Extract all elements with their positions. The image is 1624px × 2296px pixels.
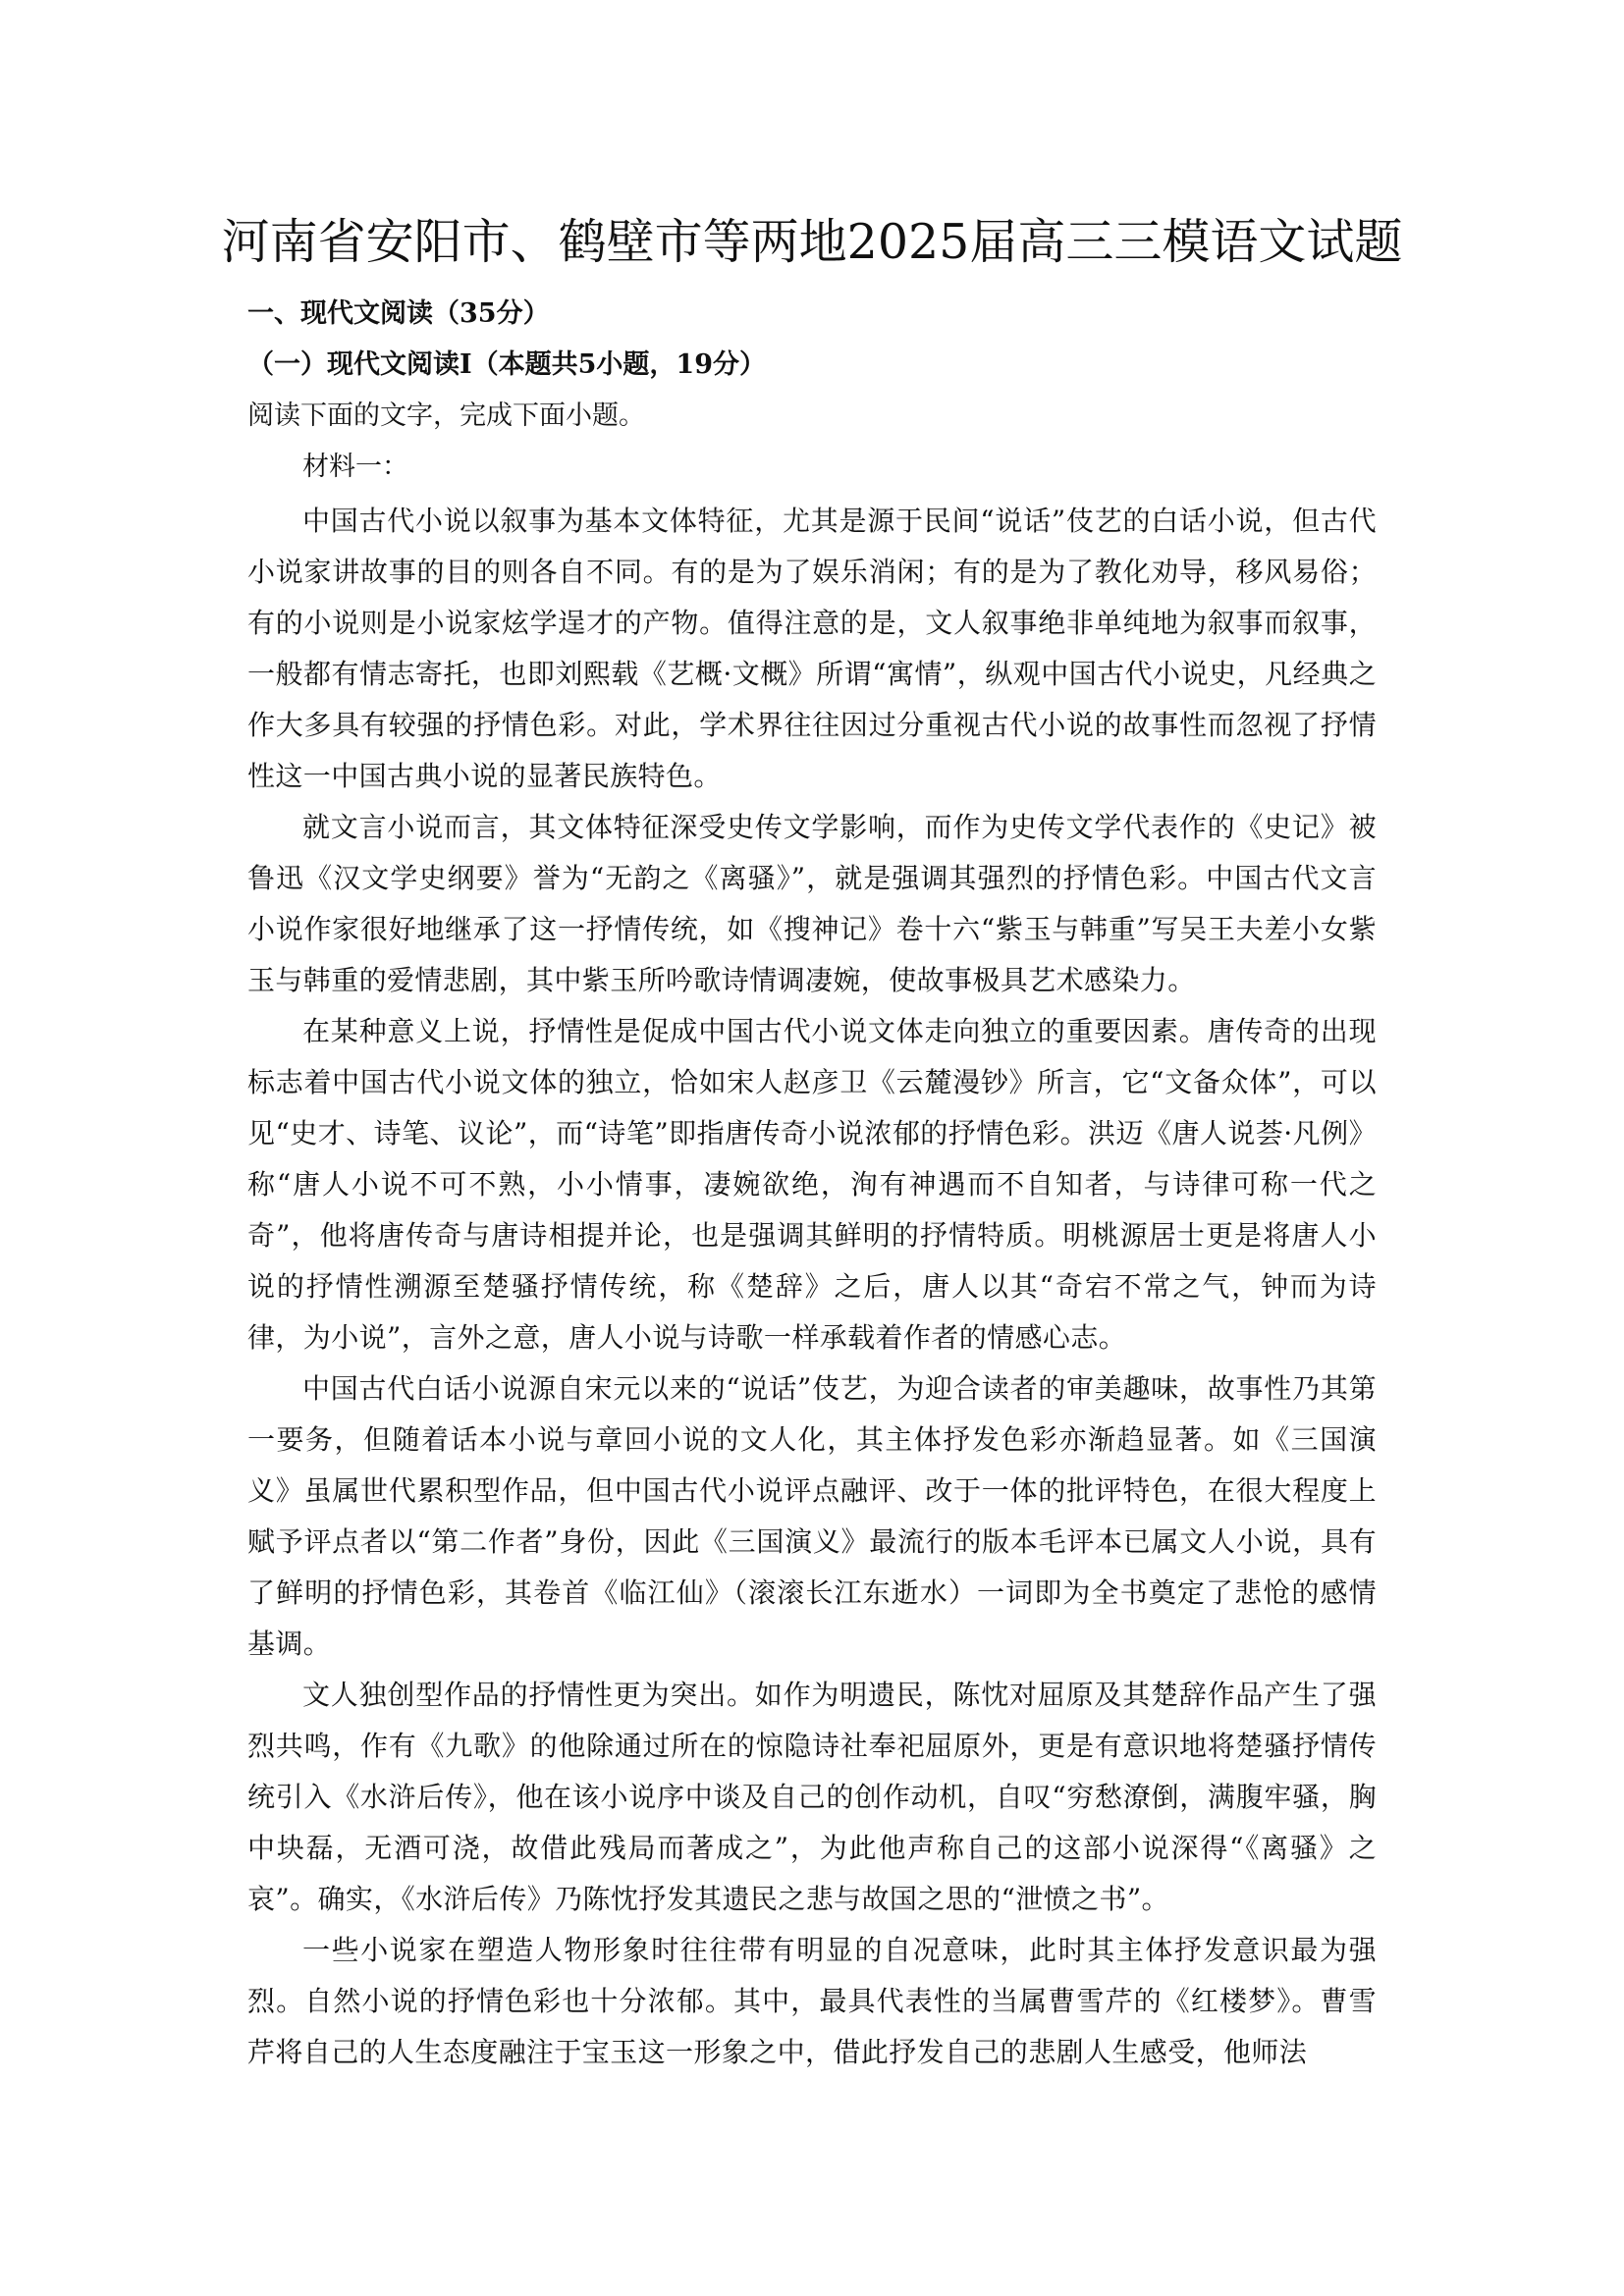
paragraph-6: 一些小说家在塑造人物形象时往往带有明显的自况意味，此时其主体抒发意识最为强烈。自然小说的抒情色彩也十分浓郁。其中，最具代表性的当属曹雪芹的《红楼梦》。曹雪芹将自己的人生态度融注于宝玉这一形象之中，借此抒发自己的悲剧人生感受，他师法 — [247, 1934, 1377, 2068]
subsection-heading: （一）现代文阅读Ⅰ（本题共5小题，19分） — [247, 349, 766, 380]
paragraph-4: 中国古代白话小说源自宋元以来的“说话”伎艺，为迎合读者的审美趣味，故事性乃其第一要务，但随着话本小说与章回小说的文人化，其主体抒发色彩亦渐趋显著。如《三国演义》虽属世代累积型作品，但中国古代小说评点融评、改于一体的批评特色，在很大程度上赋予评点者以“第二作者”身份，因此《三国演义》最流行的版本毛评本已属文人小说，具有了鲜明的抒情色彩，其卷首《临江仙》（滚滚长江东逝水）一词即为全书奠定了悲怆的感情基调。 — [247, 1372, 1377, 1660]
paragraph-1: 中国古代小说以叙事为基本文体特征，尤其是源于民间“说话”伎艺的白话小说，但古代小说家讲故事的目的则各自不同。有的是为了娱乐消闲；有的是为了教化劝导，移风易俗；有的小说则是小说家炫学逞才的产物。值得注意的是，文人叙事绝非单纯地为叙事而叙事，一般都有情志寄托，也即刘熙载《艺概·文概》所谓“寓情”，纵观中国古代小说史，凡经典之作大多具有较强的抒情色彩。对此，学术界往往因过分重视古代小说的故事性而忽视了抒情性这一中国古典小说的显著民族特色。 — [247, 505, 1377, 792]
paragraph-3: 在某种意义上说，抒情性是促成中国古代小说文体走向独立的重要因素。唐传奇的出现标志着中国古代小说文体的独立，恰如宋人赵彦卫《云麓漫钞》所言，它“文备众体”，可以见“史才、诗笔、议论”，而“诗笔”即指唐传奇小说浓郁的抒情色彩。洪迈《唐人说荟·凡例》称“唐人小说不可不熟，小小情事，凄婉欲绝，洵有神遇而不自知者，与诗律可称一代之奇”，他将唐传奇与唐诗相提并论，也是强调其鲜明的抒情特质。明桃源居士更是将唐人小说的抒情性溯源至楚骚抒情传统，称《楚辞》之后，唐人以其“奇宕不常之气，钟而为诗律，为小说”，言外之意，唐人小说与诗歌一样承载着作者的情感心志。 — [247, 1015, 1377, 1354]
paragraph-5: 文人独创型作品的抒情性更为突出。如作为明遗民，陈忱对屈原及其楚辞作品产生了强烈共鸣，作有《九歌》的他除通过所在的惊隐诗社奉祀屈原外，更是有意识地将楚骚抒情传统引入《水浒后传》，他在该小说序中谈及自己的创作动机，自叹“穷愁潦倒，满腹牢骚，胸中块磊，无酒可浇，故借此残局而著成之”，为此他声称自己的这部小说深得“《离骚》之哀”。确实，《水浒后传》乃陈忱抒发其遗民之悲与故国之思的“泄愤之书”。 — [247, 1679, 1377, 1915]
paragraph-2: 就文言小说而言，其文体特征深受史传文学影响，而作为史传文学代表作的《史记》被鲁迅《汉文学史纲要》誉为“无韵之《离骚》”，就是强调其强烈的抒情色彩。中国古代文言小说作家很好地继承了这一抒情传统，如《搜神记》卷十六“紫玉与韩重”写吴王夫差小女紫玉与韩重的爱情悲剧，其中紫玉所吟歌诗情调凄婉，使故事极具艺术感染力。 — [247, 811, 1377, 996]
material-label: 材料一： — [302, 452, 408, 482]
document-title: 河南省安阳市、鹤壁市等两地2025届高三三模语文试题 — [221, 214, 1403, 270]
passage-body — [247, 496, 1377, 2078]
section-heading: 一、现代文阅读（35分） — [247, 298, 550, 329]
reading-instruction: 阅读下面的文字，完成下面小题。 — [247, 400, 645, 431]
